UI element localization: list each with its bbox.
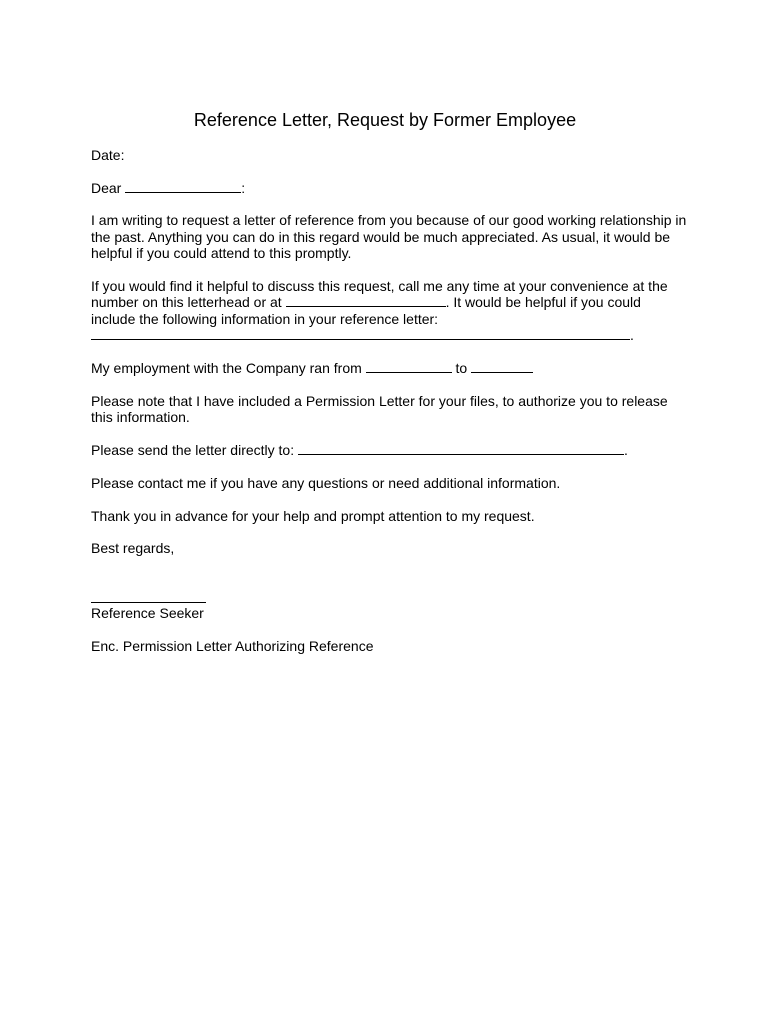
- paragraph-1-line-2: the past. Anything you can do in this regard would be much appreciated. As usual, it would be: [91, 229, 671, 245]
- salutation-prefix: Dear: [91, 180, 126, 196]
- phone-number-blank[interactable]: [286, 295, 446, 307]
- date-label: Date:: [91, 147, 125, 163]
- paragraph-1-line-1: I am writing to request a letter of reference from you because of our good working relationship in: [91, 212, 687, 228]
- send-to-prefix: Please send the letter directly to:: [91, 442, 298, 458]
- paragraph-1-line-3: helpful if you could attend to this promptly.: [91, 245, 352, 261]
- send-to-line: [91, 442, 691, 459]
- phone-suffix: . It would be helpful if you could: [445, 294, 641, 310]
- signature-line[interactable]: [91, 602, 206, 603]
- paragraph-2-line-3: include the following information in your reference letter:: [91, 311, 439, 327]
- employment-end-blank[interactable]: [471, 361, 533, 373]
- salutation-line: [91, 180, 691, 197]
- permission-note-line-2: this information.: [91, 409, 190, 425]
- send-to-address-blank[interactable]: [298, 443, 624, 455]
- thanks-line: Thank you in advance for your help and prompt attention to my request.: [91, 508, 535, 524]
- salutation-suffix: :: [241, 180, 246, 196]
- employment-line: [91, 360, 691, 377]
- recipient-name-blank[interactable]: [125, 181, 241, 193]
- requested-information-blank[interactable]: [91, 328, 630, 340]
- document-title: Reference Letter, Request by Former Employee: [193, 110, 577, 130]
- employment-prefix: My employment with the Company ran from: [91, 360, 366, 376]
- enclosure-line: Enc. Permission Letter Authorizing Reference: [91, 638, 374, 654]
- paragraph-2-line-4: [91, 327, 691, 344]
- permission-note-line-1: Please note that I have included a Permission Letter for your files, to authorize you to release: [91, 393, 668, 409]
- employment-middle: to: [451, 360, 472, 376]
- send-to-suffix: .: [624, 442, 628, 458]
- closing-line: Best regards,: [91, 540, 175, 556]
- contact-line: Please contact me if you have any questions or need additional information.: [91, 475, 561, 491]
- paragraph-2-line-1: If you would find it helpful to discuss this request, call me any time at your convenience at the: [91, 278, 668, 294]
- phone-prefix: number on this letterhead or at: [91, 294, 286, 310]
- paragraph-2-line-2: [91, 294, 691, 311]
- signature-name: Reference Seeker: [91, 605, 204, 621]
- requested-information-suffix: .: [630, 327, 634, 343]
- employment-start-blank[interactable]: [366, 361, 452, 373]
